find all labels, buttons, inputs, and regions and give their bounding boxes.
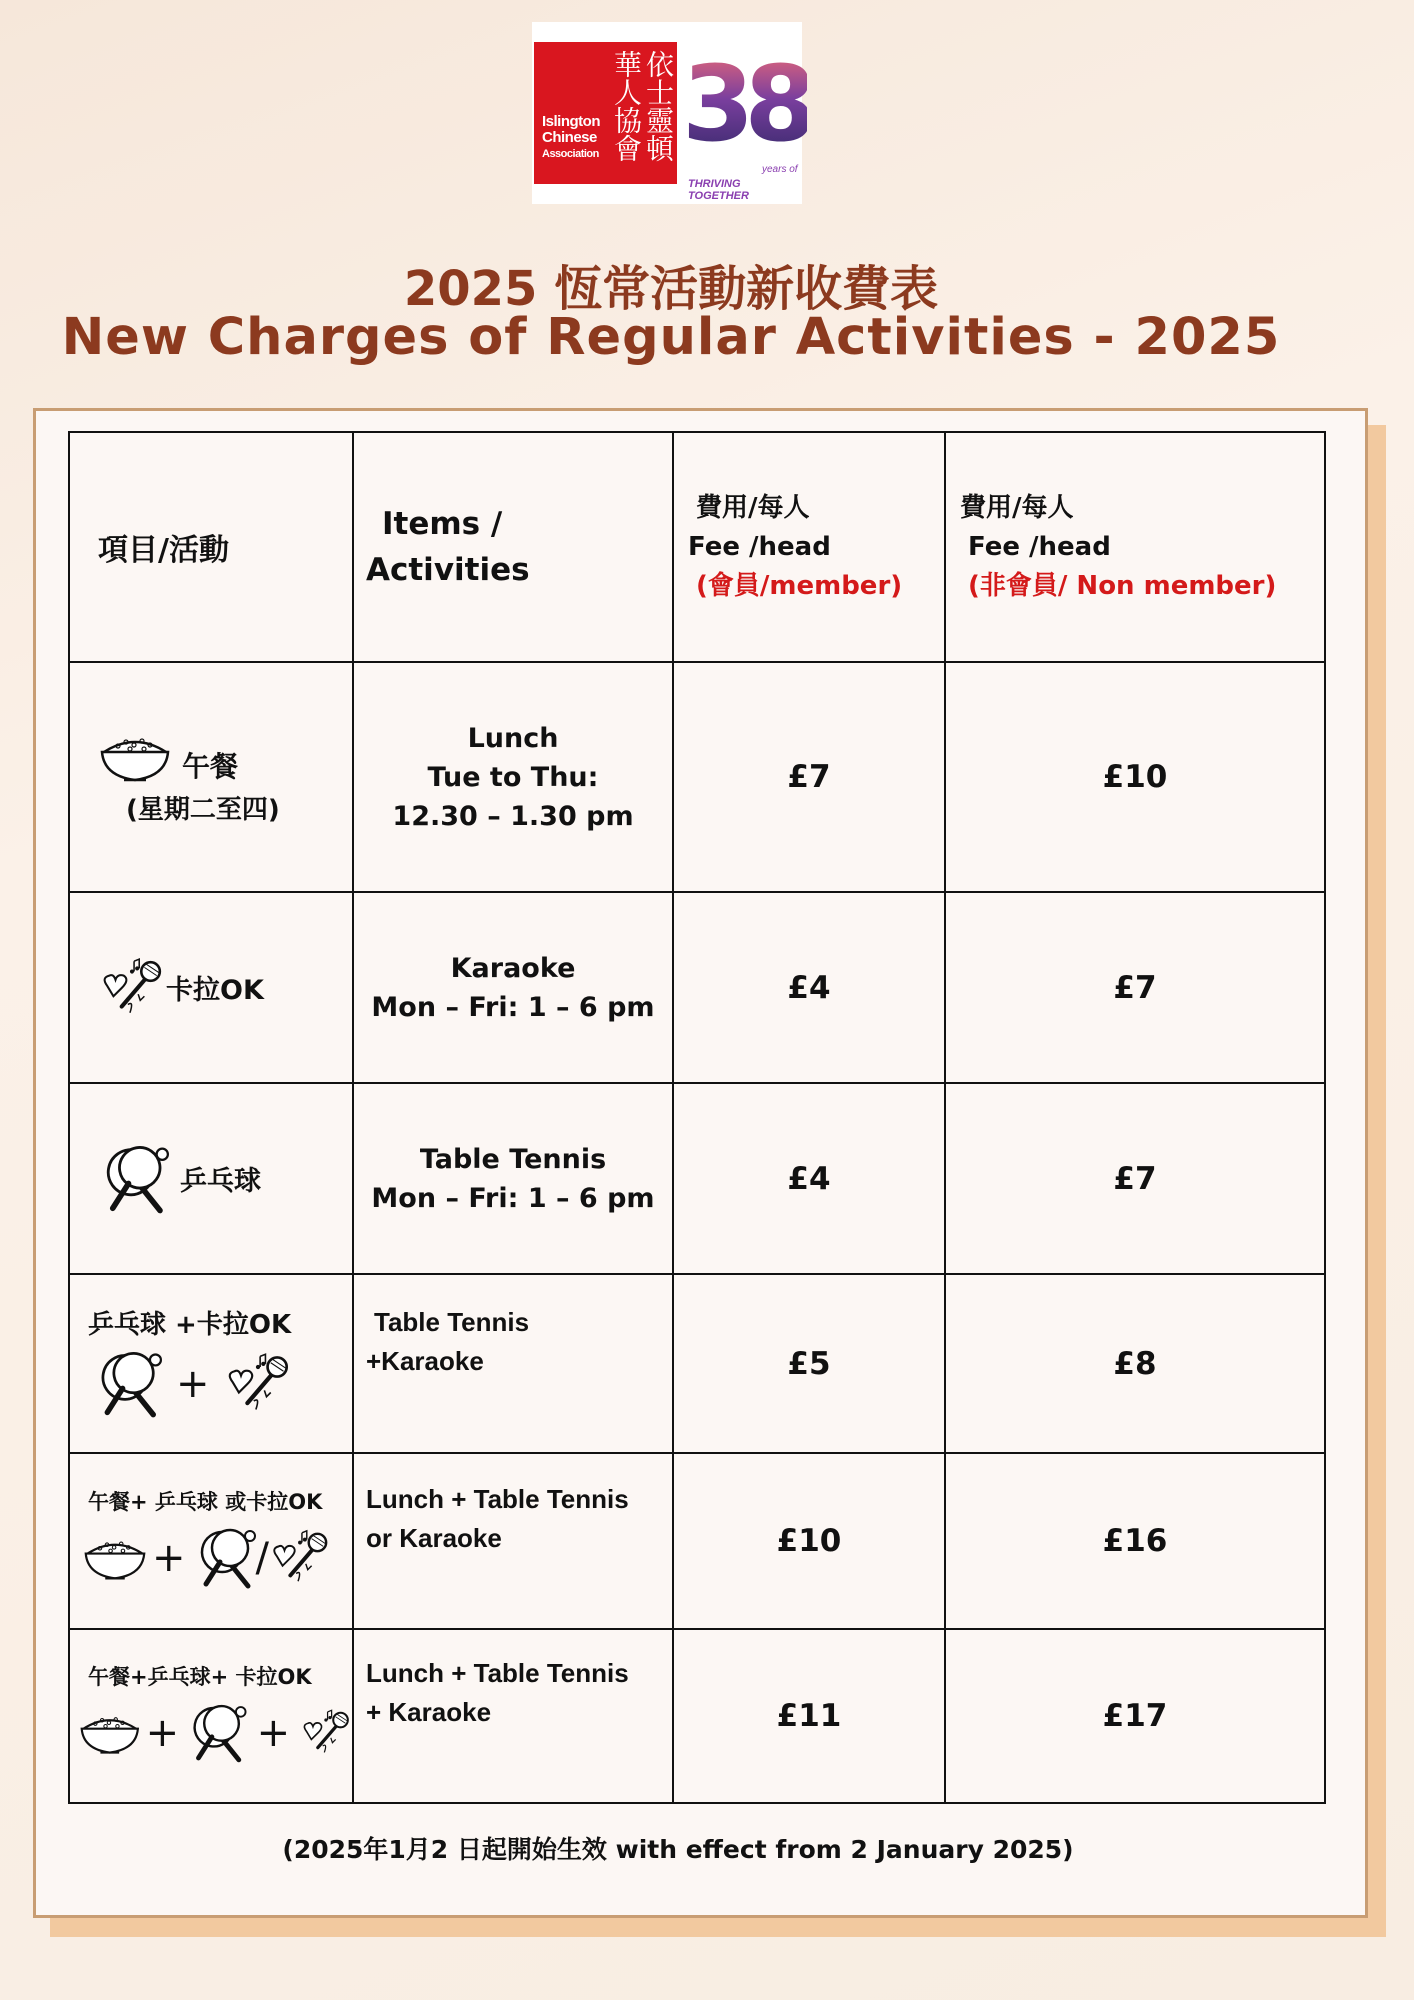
table-row (69, 1274, 1325, 1453)
activity-line: or Karaoke (366, 1523, 502, 1553)
table-row (69, 892, 1325, 1083)
item-zh: 卡拉OK (166, 975, 264, 1006)
logo-chinese-name: 依士靈頓華人協會 (610, 50, 675, 162)
table-row (69, 662, 1325, 892)
activity-line: Lunch + Table Tennis (366, 1484, 629, 1514)
fees-table (68, 431, 1326, 1804)
header-fee-en: Fee /head (688, 531, 831, 562)
header-fee-zh: 費用/每人 (696, 492, 810, 523)
activity-cell (353, 892, 673, 1083)
icon-row (70, 1701, 352, 1765)
activity-cell (353, 662, 673, 892)
header-fee-member (673, 432, 945, 662)
member-price: £4 (673, 892, 945, 1083)
item-zh: 乒乓球 +卡拉OK (88, 1310, 292, 1340)
rice-bowl-icon (100, 730, 170, 784)
karaoke-microphone-icon (224, 1350, 292, 1418)
icon-row (70, 1526, 352, 1590)
activity-line: Lunch (467, 722, 559, 754)
item-cell-karaoke (69, 892, 353, 1083)
activity-cell (353, 1083, 673, 1274)
logo-en-line2: Chinese (542, 129, 597, 146)
plus-sign: + (152, 1535, 186, 1581)
table-header-row (69, 432, 1325, 662)
logo-red-block (534, 42, 677, 184)
member-price: £5 (673, 1274, 945, 1453)
activity-line: Tue to Thu: (427, 761, 599, 793)
plus-sign: + (145, 1710, 180, 1756)
activity-line: 12.30 – 1.30 pm (392, 800, 634, 832)
table-row (69, 1629, 1325, 1803)
non-member-price: £7 (945, 892, 1325, 1083)
activity-cell (353, 1629, 673, 1803)
plus-sign: + (176, 1361, 210, 1407)
icon-row (70, 1349, 352, 1419)
header-fee-en: Fee /head (968, 531, 1111, 562)
non-member-price: £8 (945, 1274, 1325, 1453)
header-item-en (353, 432, 673, 662)
activity-line: +Karaoke (366, 1346, 484, 1376)
item-zh: 乒乓球 (180, 1166, 261, 1197)
ping-pong-paddles-icon (92, 1349, 162, 1419)
plus-sign: + (256, 1710, 291, 1756)
rice-bowl-icon (84, 1534, 146, 1582)
page-title-english: New Charges of Regular Activities - 2025 (61, 308, 1281, 367)
header-member-label: (會員/member) (696, 570, 903, 601)
activity-line: Lunch + Table Tennis (366, 1658, 629, 1688)
item-cell-table-tennis (69, 1083, 353, 1274)
ping-pong-paddles-icon (185, 1701, 247, 1765)
header-item-en-line2: Activities (366, 552, 530, 588)
non-member-price: £7 (945, 1083, 1325, 1274)
activity-line: Mon – Fri: 1 – 6 pm (371, 1182, 655, 1214)
header-fee-non-member (945, 432, 1325, 662)
item-cell-lunch (69, 662, 353, 892)
activity-line: + Karaoke (366, 1697, 492, 1727)
item-cell-lunch-tt-or-karaoke (69, 1453, 353, 1629)
karaoke-microphone-icon (98, 955, 166, 1021)
member-price: £4 (673, 1083, 945, 1274)
effective-date-note: (2025年1月2 日起開始生效 with effect from 2 January 2025) (282, 1835, 1074, 1864)
member-price: £11 (673, 1629, 945, 1803)
item-cell-tt-karaoke (69, 1274, 353, 1453)
table-row (69, 1083, 1325, 1274)
logo-english-name (542, 114, 600, 162)
activity-line: Table Tennis (374, 1307, 530, 1337)
activity-cell (353, 1274, 673, 1453)
header-non-member-label: (非會員/ Non member) (968, 570, 1277, 601)
karaoke-microphone-icon (269, 1527, 331, 1589)
ping-pong-paddles-icon (96, 1143, 170, 1215)
activity-line: Karaoke (450, 952, 576, 984)
header-item-zh: 項目/活動 (69, 432, 353, 662)
ping-pong-paddles-icon (192, 1526, 256, 1590)
non-member-price: £16 (945, 1453, 1325, 1629)
logo-anniversary-number: 38 (682, 43, 807, 165)
item-zh: 午餐+乒乓球+ 卡拉OK (88, 1665, 312, 1689)
member-price: £7 (673, 662, 945, 892)
table-row (69, 1453, 1325, 1629)
non-member-price: £10 (945, 662, 1325, 892)
logo-en-line3: Association (542, 148, 599, 160)
item-zh-sub: (星期二至四) (126, 794, 280, 825)
item-cell-lunch-tt-karaoke (69, 1629, 353, 1803)
item-zh: 午餐 (182, 749, 239, 783)
activity-cell (353, 1453, 673, 1629)
activity-line: Mon – Fri: 1 – 6 pm (371, 991, 655, 1023)
header-fee-zh: 費用/每人 (960, 492, 1074, 523)
header-item-en-line1: Items / (382, 506, 503, 542)
activity-line: Table Tennis (419, 1143, 607, 1175)
organization-logo (532, 22, 807, 204)
item-zh: 午餐+ 乒乓球 或卡拉OK (88, 1490, 323, 1514)
member-price: £10 (673, 1453, 945, 1629)
logo-en-line1: Islington (542, 113, 600, 130)
slash-sign: / (255, 1535, 269, 1581)
rice-bowl-icon (80, 1709, 140, 1757)
karaoke-microphone-icon (300, 1706, 352, 1760)
page-title-chinese: 2025 恆常活動新收費表 (403, 261, 939, 317)
logo-years-text: years of (762, 164, 798, 175)
non-member-price: £17 (945, 1629, 1325, 1803)
logo-tagline: THRIVING TOGETHER (688, 178, 749, 202)
